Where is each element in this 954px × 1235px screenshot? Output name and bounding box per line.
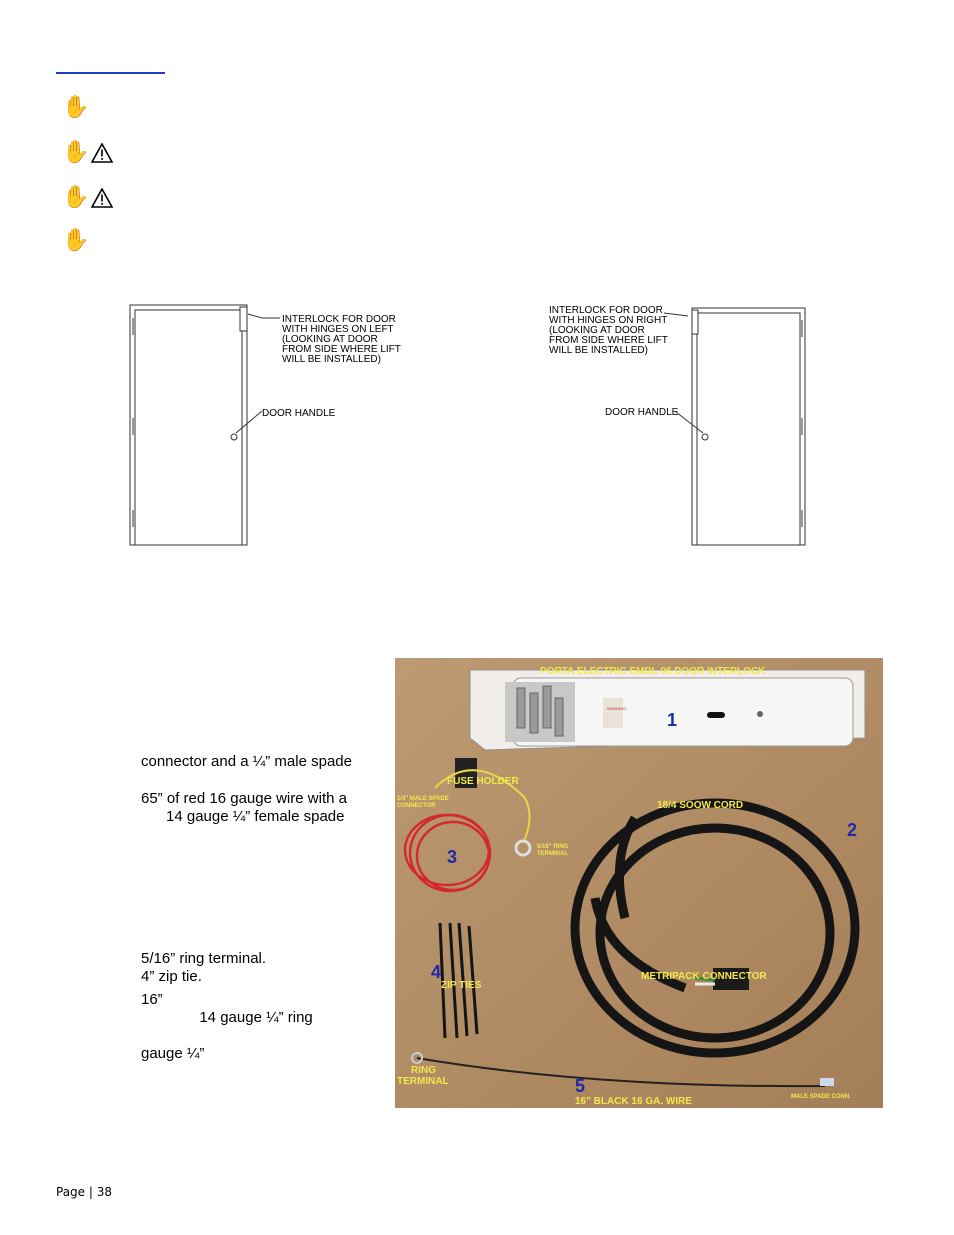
part-text-line: 4” zip tie. (141, 968, 202, 985)
right-door-handle-label: DOOR HANDLE (605, 407, 679, 418)
photo-title: PORTA ELECTRIC EMDL 06 DOOR INTERLOCK (540, 666, 766, 677)
hand-icon: ✋ (62, 228, 90, 253)
part-text-line: 5/16” ring terminal. (141, 950, 267, 967)
part-text-line: 14 gauge ¼” ring (141, 1009, 313, 1026)
part-number-2: 2 (847, 820, 858, 840)
page-number: Page | 38 (56, 1185, 112, 1199)
right-interlock-label: INTERLOCK FOR DOOR WITH HINGES ON RIGHT (LOOKING AT DOOR FROM SIDE WHERE LIFT WILL BE INSTALLED) (549, 305, 668, 356)
fuse-holder-label: FUSE HOLDER (447, 776, 519, 787)
part-text-line: connector and a ¼” male spade (141, 753, 352, 770)
male-spade-conn-label: MALE SPADE CONN. (791, 1094, 851, 1100)
part-number-4: 4 (431, 962, 442, 982)
left-interlock-label: INTERLOCK FOR DOOR WITH HINGES ON LEFT (LOOKING AT DOOR FROM SIDE WHERE LIFT WILL BE INSTALLED) (282, 314, 401, 365)
black-wire-label: 16" BLACK 16 GA. WIRE (575, 1096, 692, 1107)
left-door-drawing (130, 305, 280, 545)
male-spade-label: 1/4" MALE SPADE CONNECTOR (397, 796, 449, 809)
zip-ties-label: ZIP TIES (441, 980, 482, 991)
left-door-handle-label: DOOR HANDLE (262, 408, 336, 419)
part-text-line: 65” of red 16 gauge wire with a (141, 790, 347, 807)
part-text-line: gauge ¼” (141, 1045, 205, 1062)
hand-icon: ✋ (62, 140, 90, 165)
part-number-1: 1 (667, 710, 678, 730)
hand-icon: ✋ (62, 185, 90, 210)
ring-terminal-label: RING TERMINAL (397, 1065, 449, 1087)
part-number-5: 5 (575, 1076, 586, 1096)
part-text-line: 14 gauge ¼” female spade (141, 808, 345, 825)
part-text-line: 16” (141, 991, 163, 1008)
warning-label-text: WARNING (607, 706, 627, 711)
cord-label: 18/4 SOOW CORD (657, 800, 744, 811)
part-number-3: 3 (447, 847, 458, 867)
hand-icon: ✋ (62, 95, 90, 120)
metripack-label: METRIPACK CONNECTOR (641, 971, 767, 982)
right-door-drawing (664, 308, 805, 545)
door-interlock-diagram (0, 0, 954, 600)
parts-photo (395, 658, 883, 1108)
ring-terminal-small-label: 5/16" RING TERMINAL (537, 844, 569, 857)
